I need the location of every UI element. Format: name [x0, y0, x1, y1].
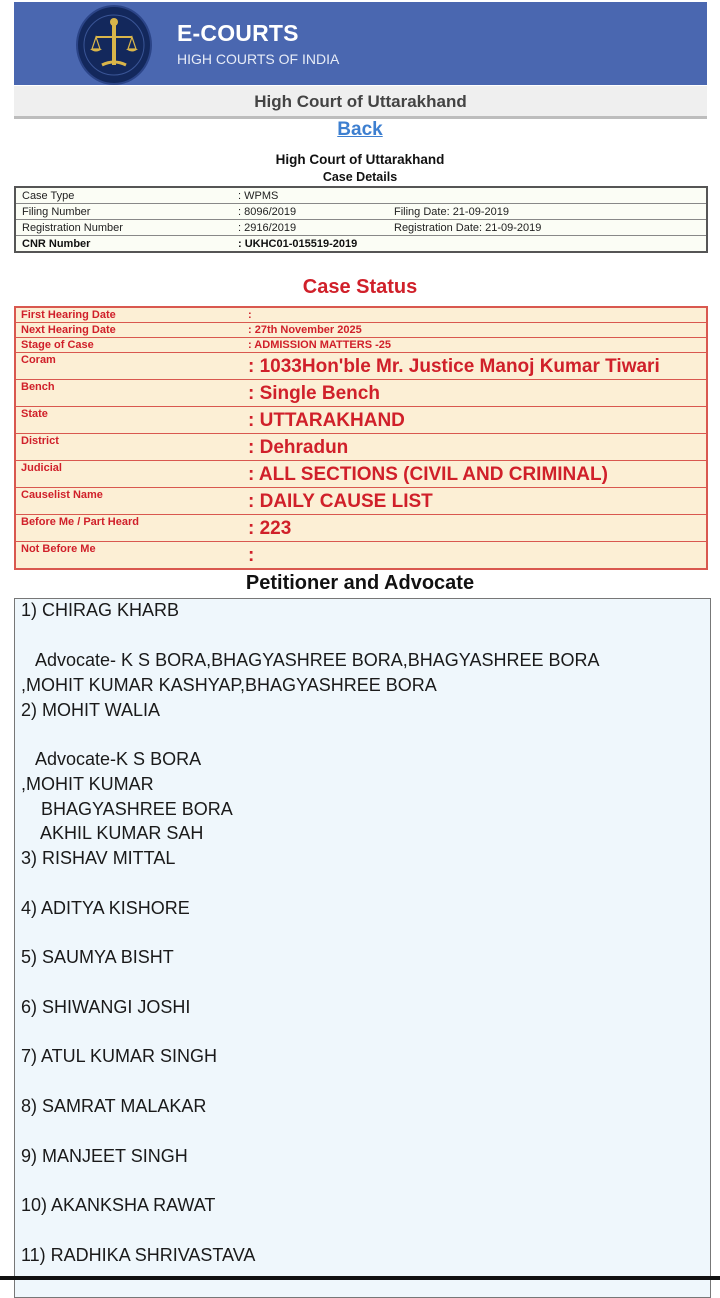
status-value: : 27th November 2025: [243, 323, 707, 338]
petitioner-list: [14, 598, 711, 1298]
petitioner-line: 9) MANJEET SINGH: [21, 1146, 188, 1166]
detail-label: CNR Number: [15, 236, 232, 253]
court-title: High Court of Uttarakhand: [275, 152, 445, 167]
status-label: District: [15, 434, 243, 461]
court-name-bar: High Court of Uttarakhand: [14, 86, 707, 119]
status-value: : DAILY CAUSE LIST: [243, 488, 707, 515]
case-details-row: [15, 220, 707, 236]
petitioner-line: 10) AKANKSHA RAWAT: [21, 1195, 216, 1215]
status-row: [15, 515, 707, 542]
petitioner-line: 4) ADITYA KISHORE: [21, 898, 190, 918]
status-value: : Single Bench: [243, 380, 707, 407]
advocate-line: ,MOHIT KUMAR: [21, 774, 154, 794]
case-details-heading: Case Details: [322, 170, 398, 184]
detail-extra: [388, 187, 707, 204]
status-row: [15, 434, 707, 461]
app-header: [14, 2, 707, 85]
petitioner-line: 5) SAUMYA BISHT: [21, 947, 174, 967]
status-value: : 223: [243, 515, 707, 542]
advocate-line: Advocate-K S BORA: [21, 749, 202, 769]
status-row: [15, 353, 707, 380]
case-details-row: [15, 204, 707, 220]
detail-extra: [388, 236, 707, 253]
petitioner-line: 3) RISHAV MITTAL: [21, 848, 176, 868]
petitioner-line: 7) ATUL KUMAR SINGH: [21, 1046, 218, 1066]
status-label: Judicial: [15, 461, 243, 488]
status-value: : ADMISSION MATTERS -25: [243, 338, 707, 353]
detail-label: Registration Number: [15, 220, 232, 236]
petitioner-line: 2) MOHIT WALIA: [21, 700, 161, 720]
detail-value: : 8096/2019: [232, 204, 388, 220]
case-details-table: [14, 186, 708, 253]
status-row: [15, 542, 707, 570]
status-label: Before Me / Part Heard: [15, 515, 243, 542]
status-label: Stage of Case: [15, 338, 243, 353]
case-status-heading: Case Status: [302, 276, 418, 298]
case-details-row: [15, 187, 707, 204]
detail-value: : 2916/2019: [232, 220, 388, 236]
app-subtitle: HIGH COURTS OF INDIA: [177, 51, 340, 67]
detail-label: Filing Number: [15, 204, 232, 220]
status-label: First Hearing Date: [15, 307, 243, 323]
status-label: Next Hearing Date: [15, 323, 243, 338]
status-row: [15, 488, 707, 515]
advocate-line: Advocate- K S BORA,BHAGYASHREE BORA,BHAGYASHREE BORA: [21, 650, 600, 670]
status-row: [15, 323, 707, 338]
status-value: :: [243, 307, 707, 323]
status-label: Bench: [15, 380, 243, 407]
case-status-table: [14, 306, 708, 570]
status-label: Coram: [15, 353, 243, 380]
status-value: : 1033Hon'ble Mr. Justice Manoj Kumar Tiwari: [243, 353, 707, 380]
status-value: : Dehradun: [243, 434, 707, 461]
back-link[interactable]: Back: [337, 119, 383, 140]
case-details-row: [15, 236, 707, 253]
detail-value: : WPMS: [232, 187, 388, 204]
status-value: :: [243, 542, 707, 570]
status-row: [15, 307, 707, 323]
advocate-line: AKHIL KUMAR SAH: [21, 823, 204, 843]
petitioner-line: 1) CHIRAG KHARB: [21, 600, 180, 620]
status-value: : UTTARAKHAND: [243, 407, 707, 434]
status-row: [15, 461, 707, 488]
detail-value: : UKHC01-015519-2019: [232, 236, 388, 253]
status-label: Causelist Name: [15, 488, 243, 515]
detail-label: Case Type: [15, 187, 232, 204]
petitioner-line: 8) SAMRAT MALAKAR: [21, 1096, 207, 1116]
status-label: Not Before Me: [15, 542, 243, 570]
petitioner-line: 11) RADHIKA SHRIVASTAVA: [21, 1245, 256, 1265]
bottom-edge: [0, 1276, 720, 1280]
status-row: [15, 407, 707, 434]
status-row: [15, 338, 707, 353]
advocate-line: ,MOHIT KUMAR KASHYAP,BHAGYASHREE BORA: [21, 675, 437, 695]
advocate-line: BHAGYASHREE BORA: [21, 799, 233, 819]
petitioner-line: 6) SHIWANGI JOSHI: [21, 997, 191, 1017]
status-value: : ALL SECTIONS (CIVIL AND CRIMINAL): [243, 461, 707, 488]
detail-extra: Registration Date: 21-09-2019: [388, 220, 707, 236]
status-label: State: [15, 407, 243, 434]
app-title: E-COURTS: [177, 20, 299, 46]
detail-extra: Filing Date: 21-09-2019: [388, 204, 707, 220]
status-row: [15, 380, 707, 407]
petitioner-heading: Petitioner and Advocate: [245, 572, 475, 594]
ecourts-logo-icon: [76, 5, 152, 85]
